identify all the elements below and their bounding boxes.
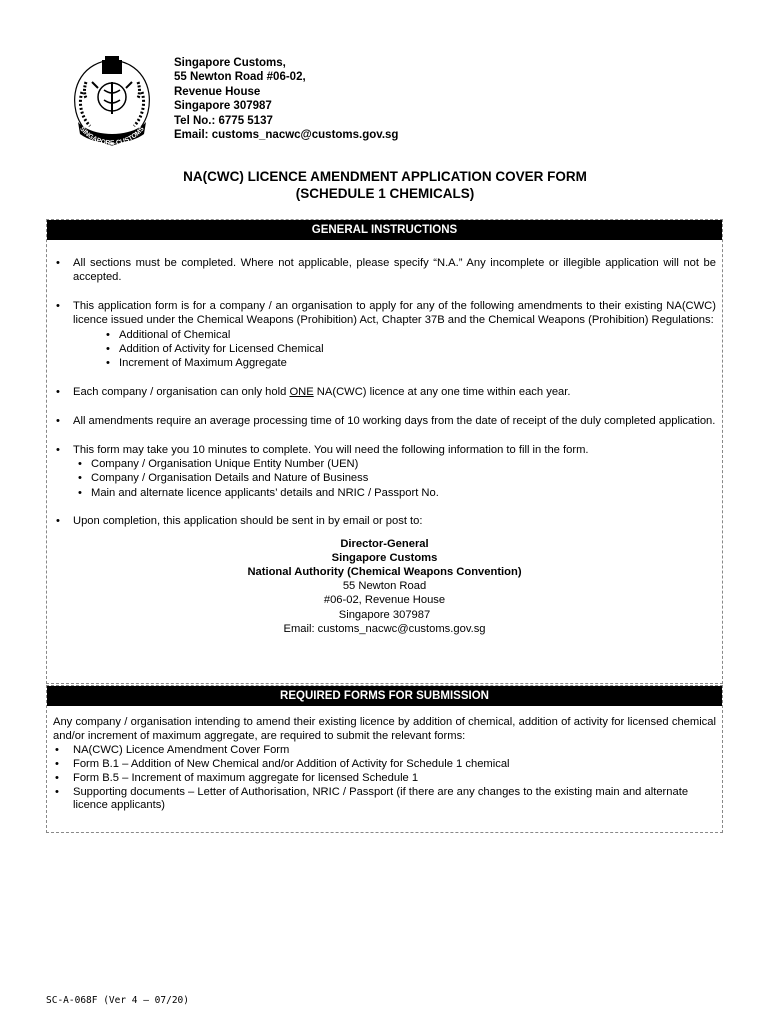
instruction-text: NA(CWC) licence at any one time within each year. <box>313 386 571 399</box>
agency-address-block <box>174 56 398 142</box>
amendment-type: • Addition of Activity for Licensed Chemical <box>103 342 716 356</box>
required-info: • Company / Organisation Unique Entity Number (UEN) <box>75 457 716 471</box>
required-forms-section <box>46 685 723 833</box>
address-line: Singapore Customs, <box>174 57 286 69</box>
general-instructions-section <box>46 219 723 684</box>
address-line: Singapore 307987 <box>174 100 272 113</box>
general-instructions-heading: GENERAL INSTRUCTIONS <box>47 220 722 240</box>
instruction-text: Each company / organisation can only hold <box>73 386 290 399</box>
required-form-item: • Form B.5 – Increment of maximum aggregate for licensed Schedule 1 <box>53 772 716 786</box>
required-form-item: • Form B.1 – Addition of New Chemical and/or Addition of Activity for Schedule 1 chemical <box>53 758 716 772</box>
recipient-line: National Authority (Chemical Weapons Convention) <box>247 566 522 579</box>
emphasis-one: ONE <box>289 386 314 399</box>
address-line: Revenue House <box>174 85 261 98</box>
instruction-item: • All amendments require an average processing time of 10 working days from the date of receipt of the duly completed application. <box>53 414 716 428</box>
amendment-type: • Additional of Chemical <box>103 328 716 342</box>
address-line: 55 Newton Road #06-02, <box>174 71 306 84</box>
instruction-item: • Upon completion, this application should be sent in by email or post to: <box>53 514 716 528</box>
required-form-item: • Supporting documents – Letter of Authorisation, NRIC / Passport (if there are any changes to the existing main and alternate licence applicants) <box>53 786 716 814</box>
recipient-line: Singapore 307987 <box>338 608 431 621</box>
instruction-text: • This application form is for a company / an organisation to apply for any of the following amendments to their existing NA(CWC) licence issued under the Chemical Weapons (Prohibition) Act, Chapter 37B and the Chemical Weapons (Prohibition) Regulations: <box>73 300 716 327</box>
singapore-customs-logo <box>62 52 162 152</box>
instruction-item: • All sections must be completed. Where not applicable, please specify “N.A.” Any incomplete or illegible application will not be accepted. <box>53 256 716 285</box>
amendment-type: • Increment of Maximum Aggregate <box>103 356 716 370</box>
recipient-line: Director-General <box>340 537 429 550</box>
address-line: Email: customs_nacwc@customs.gov.sg <box>174 129 399 142</box>
recipient-email: Email: customs_nacwc@customs.gov.sg <box>283 622 486 635</box>
instruction-text: • This form may take you 10 minutes to complete. You will need the following information to fill in the form. <box>73 443 589 456</box>
form-title: NA(CWC) LICENCE AMENDMENT APPLICATION COVER FORM <box>183 169 587 184</box>
instruction-item <box>53 443 716 500</box>
instruction-item <box>53 385 716 399</box>
form-subtitle: (SCHEDULE 1 CHEMICALS) <box>295 186 475 201</box>
required-form-item: • NA(CWC) Licence Amendment Cover Form <box>53 744 716 758</box>
required-forms-heading: REQUIRED FORMS FOR SUBMISSION <box>47 686 722 706</box>
logo-text: SINGAPORE CUSTOMS <box>78 125 146 147</box>
recipient-address <box>53 537 716 636</box>
recipient-line: #06-02, Revenue House <box>323 594 446 607</box>
form-version-code: SC-A-068F (Ver 4 – 07/20) <box>46 995 189 1006</box>
recipient-line: Singapore Customs <box>331 551 438 564</box>
recipient-line: 55 Newton Road <box>342 580 427 593</box>
required-info: • Company / Organisation Details and Nature of Business <box>75 471 716 485</box>
instruction-item <box>53 299 716 370</box>
required-info: • Main and alternate licence applicants’ details and NRIC / Passport No. <box>75 486 716 500</box>
address-line: Tel No.: 6775 5137 <box>174 114 273 127</box>
required-forms-intro: Any company / organisation intending to amend their existing licence by addition of chemical, addition of activity for licensed chemical and/or increment of maximum aggregate, are required to submit the relevant forms: <box>53 716 716 742</box>
